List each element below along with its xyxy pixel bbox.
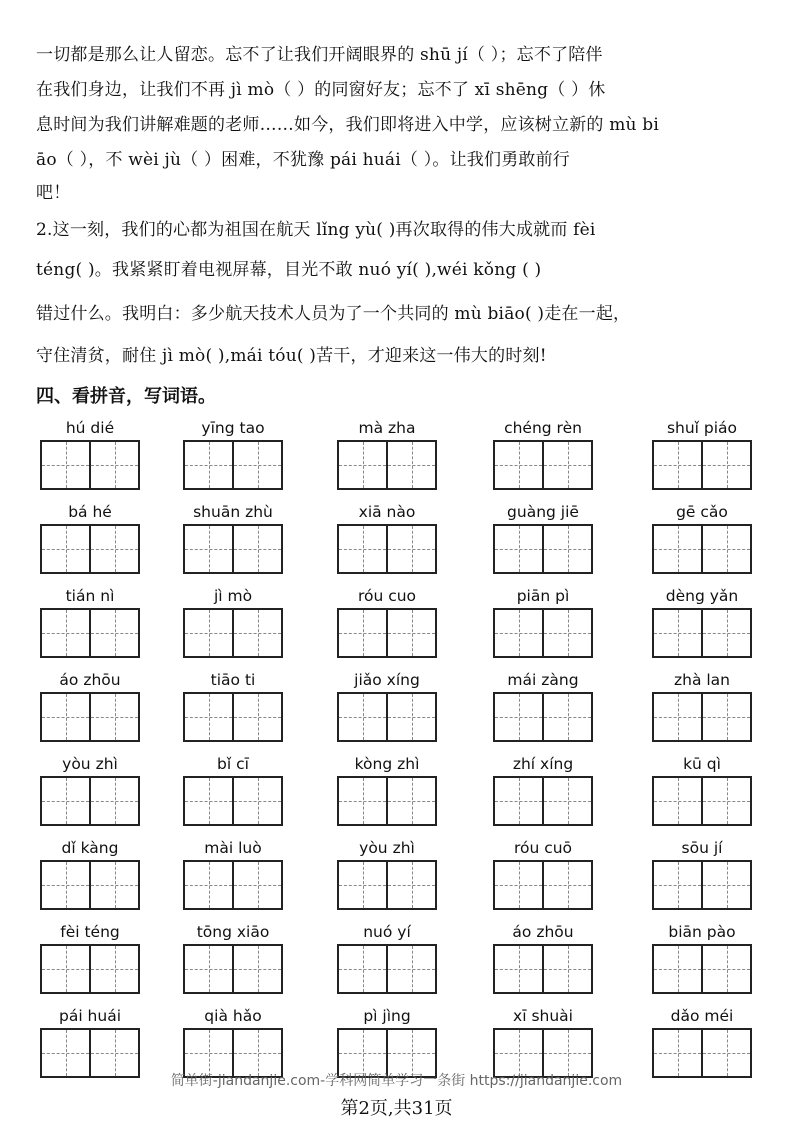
writing-cell[interactable]: [654, 946, 701, 992]
writing-boxes: [652, 440, 752, 490]
writing-cell[interactable]: [42, 526, 89, 572]
writing-cell[interactable]: [701, 778, 750, 824]
writing-boxes: [652, 608, 752, 658]
word-item: [652, 418, 752, 490]
pinyin-label: hú dié: [65, 419, 115, 437]
pinyin-label: áo zhōu: [59, 671, 121, 689]
writing-boxes: [40, 944, 140, 994]
writing-boxes: [652, 692, 752, 742]
writing-cell[interactable]: [654, 526, 701, 572]
writing-cell[interactable]: [89, 946, 138, 992]
pinyin-label: yīng tao: [201, 419, 265, 437]
writing-boxes: [493, 944, 593, 994]
pinyin-label: pì jìng: [363, 1007, 411, 1025]
writing-cell[interactable]: [542, 442, 591, 488]
writing-cell[interactable]: [42, 694, 89, 740]
word-item: [493, 922, 593, 994]
word-item: [337, 670, 437, 742]
paragraph-line: 守住清贫，耐住 jì mò( ),mái tóu( )苦干，才迎来这一伟大的时刻!: [36, 346, 547, 366]
word-item: [183, 754, 283, 826]
writing-cell[interactable]: [232, 442, 281, 488]
writing-cell[interactable]: [185, 694, 232, 740]
writing-cell[interactable]: [42, 778, 89, 824]
writing-cell[interactable]: [339, 442, 386, 488]
writing-cell[interactable]: [701, 694, 750, 740]
writing-cell[interactable]: [339, 694, 386, 740]
writing-cell[interactable]: [386, 442, 435, 488]
writing-cell[interactable]: [185, 862, 232, 908]
writing-cell[interactable]: [232, 694, 281, 740]
word-item: [40, 1006, 140, 1078]
writing-boxes: [652, 524, 752, 574]
pinyin-label: tián nì: [65, 587, 115, 605]
writing-cell[interactable]: [89, 778, 138, 824]
writing-boxes: [40, 440, 140, 490]
pinyin-label: gē cǎo: [676, 503, 728, 521]
pinyin-label: zhà lan: [673, 671, 730, 689]
writing-cell[interactable]: [654, 862, 701, 908]
writing-cell[interactable]: [386, 526, 435, 572]
pinyin-label: guàng jiē: [507, 503, 579, 521]
pinyin-label: sōu jí: [681, 839, 723, 857]
pinyin-label: yòu zhì: [359, 839, 415, 857]
word-item: [40, 838, 140, 910]
writing-cell[interactable]: [185, 778, 232, 824]
writing-cell[interactable]: [495, 442, 542, 488]
word-item: [493, 754, 593, 826]
paragraph-line: téng( )。我紧紧盯着电视屏幕，目光不敢 nuó yí( ),wéi kǒng ( ): [36, 260, 542, 280]
writing-cell[interactable]: [386, 862, 435, 908]
writing-cell[interactable]: [339, 862, 386, 908]
writing-cell[interactable]: [42, 442, 89, 488]
writing-boxes: [337, 524, 437, 574]
writing-cell[interactable]: [495, 694, 542, 740]
writing-boxes: [183, 608, 283, 658]
pinyin-label: zhí xíng: [512, 755, 574, 773]
word-item: [183, 922, 283, 994]
pinyin-label: róu cuō: [513, 839, 573, 857]
writing-cell[interactable]: [542, 526, 591, 572]
word-item: [183, 418, 283, 490]
writing-cell[interactable]: [386, 694, 435, 740]
writing-cell[interactable]: [185, 946, 232, 992]
writing-cell[interactable]: [654, 442, 701, 488]
word-item: [183, 670, 283, 742]
pinyin-label: xī shuài: [513, 1007, 573, 1025]
writing-boxes: [183, 776, 283, 826]
writing-boxes: [40, 860, 140, 910]
writing-cell[interactable]: [89, 694, 138, 740]
writing-boxes: [337, 440, 437, 490]
writing-cell[interactable]: [42, 862, 89, 908]
writing-boxes: [40, 692, 140, 742]
writing-boxes: [337, 608, 437, 658]
writing-cell[interactable]: [542, 610, 591, 656]
pinyin-label: jì mò: [213, 587, 253, 605]
pinyin-label: áo zhōu: [512, 923, 574, 941]
writing-cell[interactable]: [654, 610, 701, 656]
pinyin-label: róu cuo: [357, 587, 417, 605]
paragraph-line: 吧！: [36, 183, 71, 203]
paragraph-line: 息时间为我们讲解难题的老师……如今，我们即将进入中学，应该树立新的 mù bi: [36, 115, 659, 135]
pinyin-label: dèng yǎn: [665, 587, 739, 605]
word-item: [183, 1006, 283, 1078]
word-item: [493, 670, 593, 742]
paragraph-line: 2.这一刻，我们的心都为祖国在航天 lǐng yù( )再次取得的伟大成就而 fèi: [36, 220, 596, 240]
word-item: [337, 418, 437, 490]
pinyin-label: piān pì: [516, 587, 570, 605]
word-item: [40, 502, 140, 574]
writing-boxes: [337, 860, 437, 910]
pinyin-label: bá hé: [68, 503, 112, 521]
writing-cell[interactable]: [386, 610, 435, 656]
writing-boxes: [652, 776, 752, 826]
writing-cell[interactable]: [495, 526, 542, 572]
word-item: [652, 1006, 752, 1078]
writing-cell[interactable]: [232, 526, 281, 572]
writing-cell[interactable]: [701, 862, 750, 908]
writing-boxes: [40, 776, 140, 826]
pinyin-label: kòng zhì: [354, 755, 420, 773]
writing-cell[interactable]: [89, 526, 138, 572]
writing-cell[interactable]: [232, 778, 281, 824]
page-number: 第2页,共31页: [340, 1098, 453, 1119]
writing-cell[interactable]: [495, 862, 542, 908]
writing-boxes: [183, 944, 283, 994]
word-item: [493, 838, 593, 910]
pinyin-label: nuó yí: [363, 923, 411, 941]
word-item: [493, 418, 593, 490]
writing-cell[interactable]: [386, 778, 435, 824]
writing-cell[interactable]: [542, 778, 591, 824]
paragraph-line: 错过什么。我明白：多少航天技术人员为了一个共同的 mù biāo( )走在一起，: [36, 304, 631, 324]
pinyin-label: qià hǎo: [204, 1007, 262, 1025]
word-item: [652, 922, 752, 994]
writing-cell[interactable]: [232, 610, 281, 656]
word-item: [652, 670, 752, 742]
word-item: [337, 502, 437, 574]
pinyin-label: chéng rèn: [504, 419, 582, 437]
writing-boxes: [183, 860, 283, 910]
word-item: [652, 754, 752, 826]
pinyin-label: tiāo ti: [210, 671, 256, 689]
writing-cell[interactable]: [542, 862, 591, 908]
pinyin-label: fèi téng: [60, 923, 120, 941]
writing-cell[interactable]: [654, 694, 701, 740]
writing-cell[interactable]: [42, 610, 89, 656]
pinyin-label: mài luò: [204, 839, 262, 857]
paragraph-line: 一切都是那么让人留恋。忘不了让我们开阔眼界的 shū jí（ ）；忘不了陪伴: [36, 45, 603, 65]
word-item: [40, 418, 140, 490]
word-item: [493, 1006, 593, 1078]
paragraph-line: 在我们身边，让我们不再 jì mò（ ）的同窗好友；忘不了 xī shēng（ ）休: [36, 80, 606, 100]
writing-cell[interactable]: [89, 610, 138, 656]
writing-cell[interactable]: [339, 526, 386, 572]
writing-cell[interactable]: [232, 862, 281, 908]
writing-boxes: [652, 944, 752, 994]
writing-cell[interactable]: [339, 610, 386, 656]
pinyin-label: bǐ cī: [217, 755, 249, 773]
writing-boxes: [493, 692, 593, 742]
writing-boxes: [493, 776, 593, 826]
writing-cell[interactable]: [185, 442, 232, 488]
word-item: [337, 922, 437, 994]
writing-cell[interactable]: [701, 946, 750, 992]
writing-boxes: [493, 860, 593, 910]
writing-boxes: [337, 776, 437, 826]
writing-cell[interactable]: [339, 946, 386, 992]
pinyin-label: mái zàng: [507, 671, 579, 689]
word-item: [40, 586, 140, 658]
writing-boxes: [183, 692, 283, 742]
pinyin-label: xiā nào: [358, 503, 416, 521]
pinyin-label: tōng xiāo: [196, 923, 270, 941]
writing-cell[interactable]: [542, 694, 591, 740]
writing-cell[interactable]: [701, 442, 750, 488]
pinyin-label: pái huái: [58, 1007, 122, 1025]
writing-cell[interactable]: [89, 862, 138, 908]
word-item: [183, 838, 283, 910]
word-item: [40, 754, 140, 826]
pinyin-label: mà zha: [358, 419, 416, 437]
pinyin-label: biān pào: [668, 923, 736, 941]
writing-cell[interactable]: [654, 778, 701, 824]
writing-boxes: [40, 608, 140, 658]
writing-boxes: [652, 860, 752, 910]
paragraph-line: āo（ ），不 wèi jù（ ）困难，不犹豫 pái huái（ ）。让我们勇敢前行: [36, 150, 570, 170]
pinyin-label: shuān zhù: [193, 503, 273, 521]
writing-cell[interactable]: [542, 946, 591, 992]
writing-cell[interactable]: [495, 946, 542, 992]
word-item: [40, 922, 140, 994]
word-item: [337, 754, 437, 826]
pinyin-label: kū qì: [683, 755, 721, 773]
word-item: [337, 586, 437, 658]
writing-boxes: [337, 692, 437, 742]
writing-cell[interactable]: [185, 526, 232, 572]
word-item: [493, 586, 593, 658]
pinyin-label: jiǎo xíng: [354, 671, 420, 689]
word-item: [337, 838, 437, 910]
writing-boxes: [493, 608, 593, 658]
writing-cell[interactable]: [386, 946, 435, 992]
writing-cell[interactable]: [185, 610, 232, 656]
word-item: [183, 586, 283, 658]
pinyin-label: dǐ kàng: [61, 839, 119, 857]
writing-boxes: [493, 524, 593, 574]
pinyin-label: dǎo méi: [670, 1007, 734, 1025]
word-item: [652, 502, 752, 574]
word-item: [40, 670, 140, 742]
writing-boxes: [40, 524, 140, 574]
word-item: [652, 838, 752, 910]
writing-cell[interactable]: [495, 778, 542, 824]
writing-cell[interactable]: [42, 946, 89, 992]
watermark: 简单街-jiandanjie.com-学科网简单学习一条街 https://jiandanjie.com: [170, 1073, 623, 1089]
writing-boxes: [183, 440, 283, 490]
writing-boxes: [337, 944, 437, 994]
section-title: 四、看拼音，写词语。: [36, 386, 216, 407]
pinyin-label: yòu zhì: [62, 755, 118, 773]
word-item: [652, 586, 752, 658]
writing-cell[interactable]: [89, 442, 138, 488]
writing-cell[interactable]: [339, 778, 386, 824]
writing-cell[interactable]: [701, 610, 750, 656]
writing-boxes: [493, 440, 593, 490]
writing-cell[interactable]: [495, 610, 542, 656]
word-item: [493, 502, 593, 574]
pinyin-label: shuǐ piáo: [666, 419, 738, 437]
writing-boxes: [183, 524, 283, 574]
writing-cell[interactable]: [701, 526, 750, 572]
word-item: [183, 502, 283, 574]
writing-cell[interactable]: [232, 946, 281, 992]
word-item: [337, 1006, 437, 1078]
